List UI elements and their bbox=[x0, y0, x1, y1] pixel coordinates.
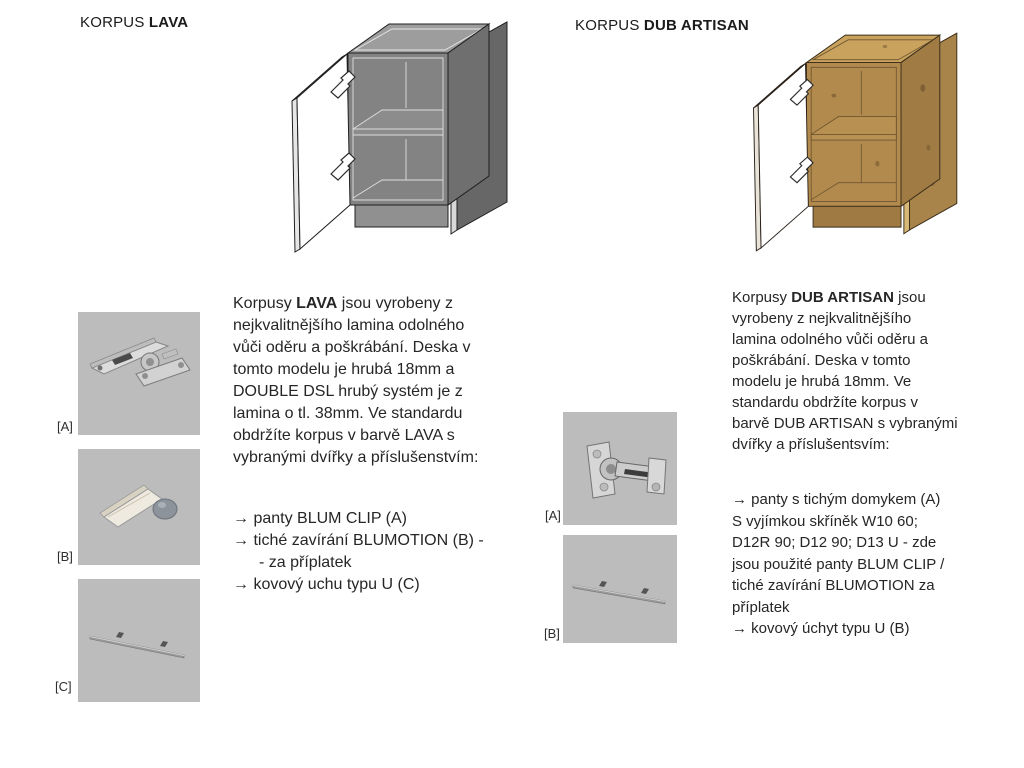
label-right-b: [B] bbox=[544, 626, 560, 641]
u-handle-icon bbox=[563, 535, 677, 643]
right-intro-paragraph bbox=[732, 287, 958, 455]
paragraph-line: obdržíte korpus v barvě LAVA s bbox=[233, 427, 455, 444]
right-title-bold: DUB ARTISAN bbox=[643, 17, 749, 34]
bullet-line: → panty BLUM CLIP (A) bbox=[233, 510, 407, 527]
bullet-line: příplatek bbox=[732, 598, 790, 616]
paragraph-line: dvířky a příslušentsvím: bbox=[732, 436, 890, 453]
blum-clip-hinge-icon bbox=[78, 312, 200, 435]
left-title-prefix: KORPUS bbox=[80, 14, 149, 31]
lava-handle-image bbox=[78, 579, 200, 702]
paragraph-line: vybranými dvířky a příslušenstvím: bbox=[233, 449, 479, 466]
lava-damper-image bbox=[78, 449, 200, 565]
paragraph-line: lamina o tl. 38mm. Ve standardu bbox=[233, 405, 463, 422]
label-left-b: [B] bbox=[57, 549, 73, 564]
u-handle-icon bbox=[78, 579, 200, 702]
left-intro-paragraph bbox=[233, 293, 478, 469]
bullet-line: - za příplatek bbox=[259, 554, 352, 571]
artisan-handle-image bbox=[563, 535, 677, 643]
right-title-prefix: KORPUS bbox=[575, 17, 644, 34]
paragraph-line: modelu je hrubá 18mm. Ve bbox=[732, 373, 912, 390]
paragraph-line: Korpusy DUB ARTISAN jsou bbox=[732, 289, 926, 306]
bullet-line: → kovový uchu typu U (C) bbox=[233, 576, 420, 593]
bullet-line: D12R 90; D12 90; D13 U - zde bbox=[732, 534, 937, 551]
left-bullet-list bbox=[233, 508, 484, 596]
paragraph-line: poškrábání. Deska v tomto bbox=[732, 352, 911, 369]
paragraph-line: barvě DUB ARTISAN s vybranými bbox=[732, 415, 958, 432]
lava-hinge-image bbox=[78, 312, 200, 435]
label-left-a: [A] bbox=[57, 419, 73, 434]
bullet-line: jsou použité panty BLUM CLIP / bbox=[732, 555, 945, 573]
left-column-title bbox=[80, 14, 188, 31]
right-bullet-list bbox=[732, 489, 944, 640]
bullet-line: tiché zavírání BLUMOTION za bbox=[732, 577, 935, 594]
bullet-line: → kovový úchyt typu U (B) bbox=[732, 620, 910, 637]
label-left-c: [C] bbox=[55, 679, 72, 694]
paragraph-line: standardu obdržíte korpus v bbox=[732, 394, 918, 411]
right-column-title bbox=[575, 17, 749, 34]
paragraph-line: nejkvalitnějšího lamina odolného bbox=[233, 317, 465, 334]
left-title-bold: LAVA bbox=[148, 14, 189, 31]
paragraph-line: Korpusy LAVA jsou vyrobeny z bbox=[233, 295, 453, 312]
bullet-line: S vyjímkou skříněk W10 60; bbox=[732, 512, 918, 530]
bullet-line: → tiché zavírání BLUMOTION (B) - bbox=[233, 532, 484, 549]
paragraph-line: lamina odolného vůči oděru a bbox=[732, 331, 928, 348]
blumotion-damper-icon bbox=[78, 449, 200, 565]
lava-cabinet-illustration bbox=[285, 8, 520, 266]
paragraph-line: DOUBLE DSL hrubý systém je z bbox=[233, 383, 463, 400]
artisan-hinge-image bbox=[563, 412, 677, 525]
paragraph-line: vyrobeny z nejkvalitnějšího bbox=[732, 310, 912, 327]
dub-artisan-cabinet-illustration bbox=[742, 20, 974, 264]
bullet-line: → panty s tichým domykem (A) bbox=[732, 491, 941, 508]
soft-close-hinge-icon bbox=[563, 412, 677, 525]
paragraph-line: tomto modelu je hrubá 18mm a bbox=[233, 361, 455, 378]
label-right-a: [A] bbox=[545, 508, 561, 523]
paragraph-line: vůči oděru a poškrábání. Deska v bbox=[233, 339, 471, 356]
